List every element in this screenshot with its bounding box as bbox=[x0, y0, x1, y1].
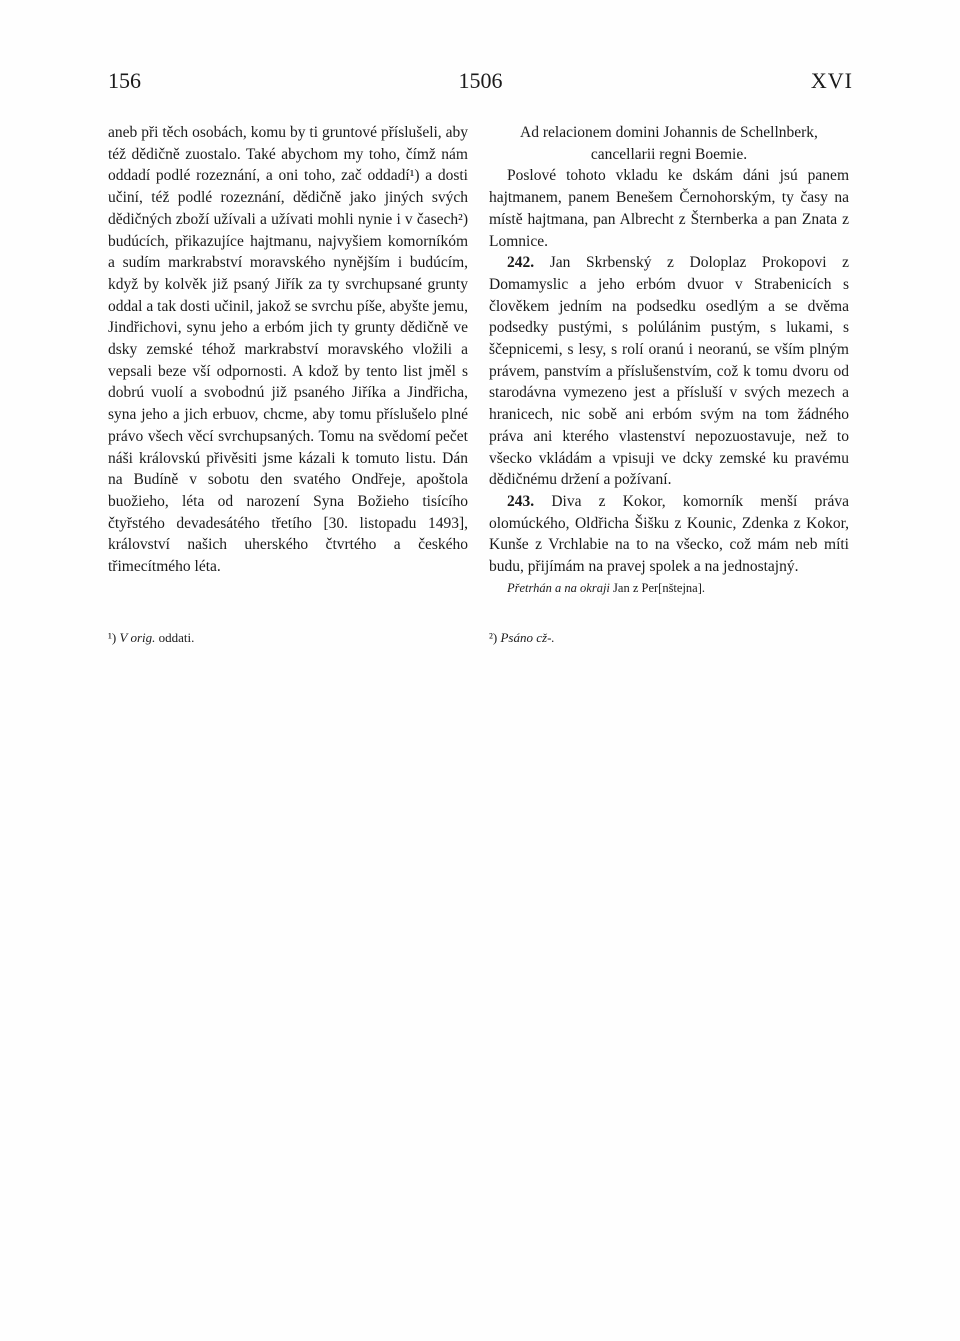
margin-note bbox=[489, 578, 849, 600]
entry-242 bbox=[489, 252, 849, 491]
footnote-2-text: Psáno cž-. bbox=[500, 630, 555, 645]
left-column-text: aneb při těch osobách, komu by ti gruntové příslušeli, aby též dědičně zuostalo. Také abychom my toho, čímž nám oddadí podlé rozeznání, a oni toho, zač oddadí¹) a dosti učiní, též podlé rozeznání, dědičně jako jiných svých dědičných zboží užívali a užívati mohli nynie i v časech²) budúcích, přikazujíce hajtmanu, najvyšiem komorníkóm a sudím markrabství moravského nynějším i budúcím, když by kolvěk již psaný Jiřík za ty svrchupsané grunty oddal a tak dosti učinil, jakož se svrchu píše, abyšte jemu, Jindřichovi, synu jeho a erbóm jich ty grunty dědičně ve dsky zemské téhož markrabství moravského vložili a vepsali beze vší odpornosti. A kdož by tento list jměl s dobrú vuolí a svobodnú již psaného Jiříka a Jindřicha, syna jeho a jich erbuov, chcme, aby tomu příslušelo plné právo všech věcí svrchupsaných. Tomu na svědomí pečet náši královskú přivěsiti jsme kázali k tomuto listu. Dán na Budíně v sobotu den svatého Ondřeje, apoštola buožieho, léta od narození Syna Božieho tisícího čtyřstého devadesátého třetího [30. listopadu 1493], království našich uherského čtvrtého a českého třimecítmého léta. bbox=[108, 124, 468, 576]
page-number: 156 bbox=[108, 68, 141, 93]
entry-242-number: 242. bbox=[507, 254, 535, 272]
footnote-2 bbox=[489, 630, 555, 646]
footnote-1-text: oddati. bbox=[158, 630, 195, 645]
margin-note-text: Jan z Per[nštejna]. bbox=[613, 580, 706, 595]
footnote-1-mark: ¹) bbox=[108, 630, 117, 645]
entry-243-text: Diva z Kokor, komorník menší práva olomúckého, Oldřicha Šišku z Kounic, Zdenka z Kokor, Kunše z Vrchlabie na to na všecko, což mám neb míti budu, přijímám na pravej spolek a na jednostajný. bbox=[489, 492, 850, 576]
entry-242-text: Jan Skrbenský z Doloplaz Prokopovi z Domamyslic a jeho erbóm dvuor v Strabenicích s člověkem jedním na podsedku osedlým a se dvěma podsedky pustými, s polúlánim pustým, s lukami, s ščepnicemi, s lesy, s rolí oranú i neoranú, se vším plným právem, panstvím a příslušenstvím, což k tomu dvoru od starodávna vymezeno jest a přísluší v svých mezech a hranicech, nic sobě ani erbóm svým na tom žádného práva ani kterého vlastenství nepozuostavuje, než to všecko vkládám a vpisuji ve dcky zemské ku pravému dědičnému držení a požívaní. bbox=[489, 254, 849, 489]
relation-note: Ad relacionem domini Johannis de Schellnberk, cancellarii regni Boemie. bbox=[520, 124, 818, 163]
footnote-2-mark: ²) bbox=[489, 630, 498, 645]
page-header bbox=[108, 68, 853, 98]
chapter-number: XVI bbox=[810, 68, 853, 93]
messengers-paragraph: Poslové tohoto vkladu ke dskám dáni jsú panem hajtmanem, panem Benešem Černohorským, ty časy na místě hajtmana, pan Albrecht z Šternberka a pan Znata z Lomnice. bbox=[489, 167, 849, 250]
entry-243 bbox=[489, 491, 849, 578]
margin-note-label: Přetrhán a na okraji bbox=[507, 580, 610, 595]
left-column bbox=[108, 122, 468, 578]
header-year: 1506 bbox=[458, 68, 503, 93]
footnote-1 bbox=[108, 630, 194, 646]
entry-243-number: 243. bbox=[507, 492, 535, 510]
right-column bbox=[489, 122, 849, 599]
footnote-1-label: V orig. bbox=[119, 630, 156, 645]
